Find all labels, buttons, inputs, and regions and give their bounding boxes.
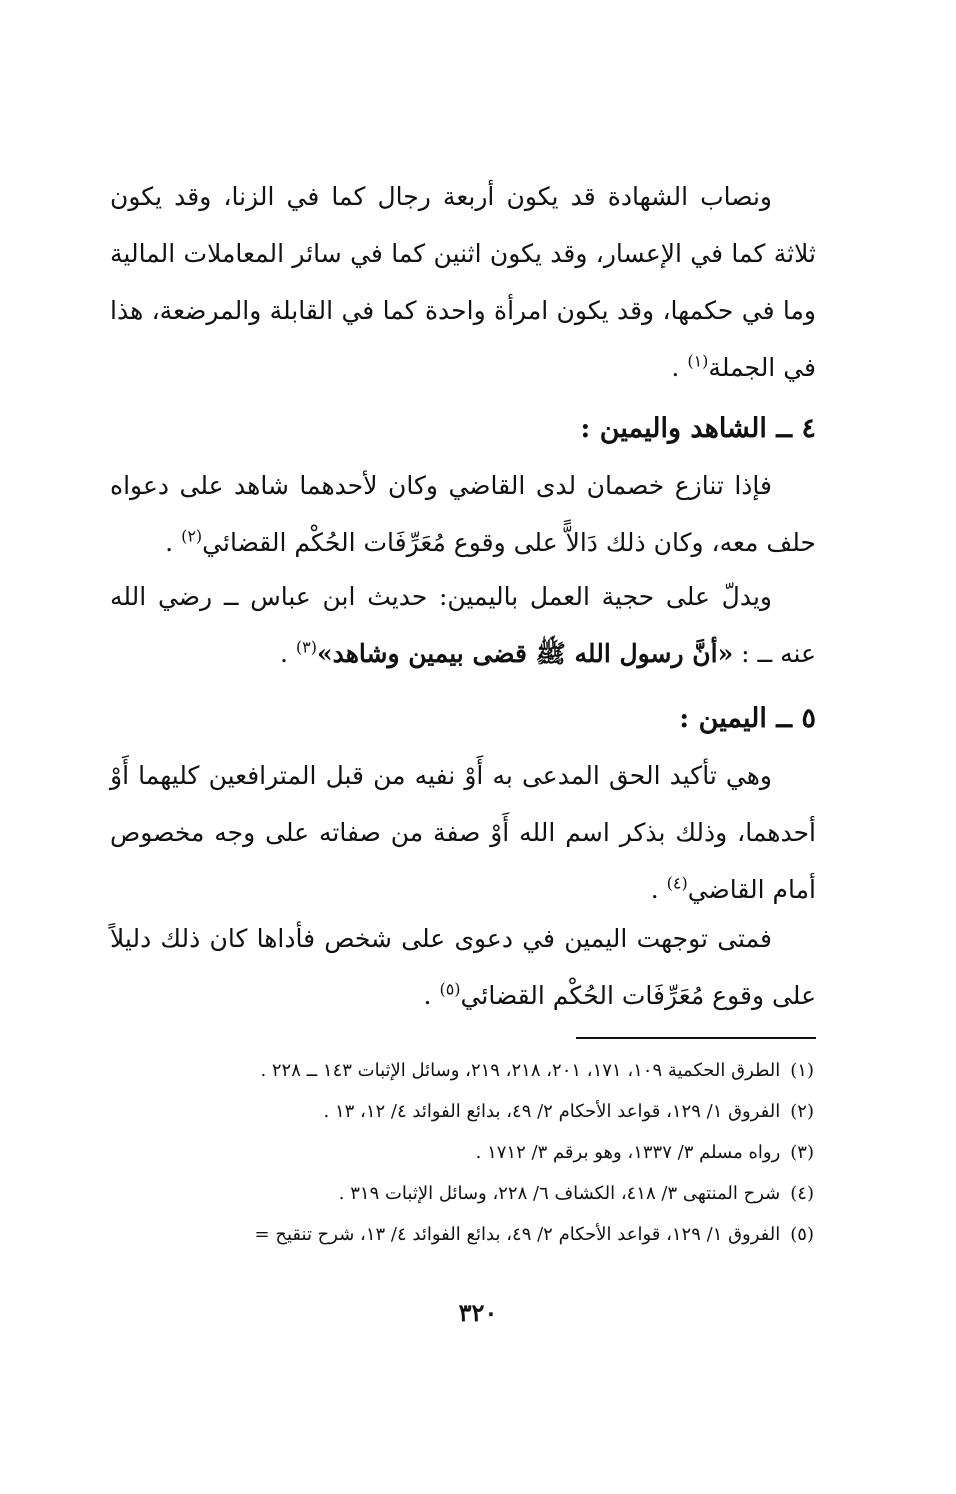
- paragraph-hadith: ويدلّ على حجية العمل باليمين: حديث ابن عباس ــ رضي الله عنه ــ : «أنَّ رسول الله ﷺ قضى بيمين وشاهد»$^{(٣)}$ .: [110, 582, 816, 668]
- footnote-number: (١): [790, 1060, 814, 1081]
- footnote-ref-4: (٤): [666, 873, 688, 893]
- section-5: [110, 690, 816, 918]
- footnote-3: [96, 1132, 814, 1173]
- footnote-ref-1: (١): [687, 351, 709, 371]
- footnote-text: الفروق ١/ ١٢٩، قواعد الأحكام ٢/ ٤٩، بدائع الفوائد ٤/ ١٢، ١٣ .: [323, 1101, 781, 1122]
- footnotes: [96, 1050, 814, 1255]
- footnote-divider: [576, 1037, 816, 1039]
- footnote-2: [96, 1091, 814, 1132]
- footnote-number: (٤): [790, 1183, 814, 1204]
- page-number: ٣٢٠: [458, 1298, 498, 1327]
- footnote-text: شرح المنتهى ٣/ ٤١٨، الكشاف ٦/ ٢٢٨، وسائل الإثبات ٣١٩ .: [338, 1183, 781, 1204]
- footnote-number: (٢): [790, 1101, 814, 1122]
- footnote-ref-3: (٣): [295, 637, 317, 657]
- footnote-ref-2: (٢): [181, 526, 203, 546]
- paragraph-oath-consequence: فمتى توجهت اليمين في دعوى على شخص فأداها كان ذلك دليلاً على وقوع مُعَرِّفَات الحُكْم القضائي$^{(٥)}$ .: [110, 924, 816, 1010]
- main-text: [110, 168, 816, 396]
- footnote-text: الفروق ١/ ١٢٩، قواعد الأحكام ٢/ ٤٩، بدائع الفوائد ٤/ ١٣، شرح تنقيح =: [254, 1224, 781, 1245]
- section-4: [110, 400, 816, 571]
- hadith-quote: «أنَّ رسول الله ﷺ قضى بيمين وشاهد»: [316, 639, 734, 668]
- paragraph-witness-quorum: ونصاب الشهادة قد يكون أربعة رجال كما في الزنا، وقد يكون ثلاثة كما في الإعسار، وقد يكون اثنين كما في سائر المعاملات المالية وما في حكمها، وقد يكون امرأة واحدة كما في القابلة والمرضعة، هذا في الجملة$^{(١)}$ .: [110, 182, 816, 382]
- footnote-number: (٣): [790, 1142, 814, 1163]
- paragraph-oath-definition: وهي تأكيد الحق المدعى به أَوْ نفيه من قبل المترافعين كليهما أَوْ أحدهما، وذلك بذكر اسم الله أَوْ صفة من صفاته على وجه مخصوص أمام القاضي$^{(٤)}$ .: [110, 761, 816, 904]
- footnote-number: (٥): [790, 1224, 814, 1245]
- oath-consequence-block: [110, 910, 816, 1024]
- footnote-text: رواه مسلم ٣/ ١٣٣٧، وهو برقم ٣/ ١٧١٢ .: [475, 1142, 781, 1163]
- footnote-ref-5: (٥): [439, 979, 461, 999]
- heading-witness-and-oath: ٤ ــ الشاهد واليمين :: [580, 413, 816, 444]
- footnote-4: [96, 1173, 814, 1214]
- footnote-text: الطرق الحكمية ١٠٩، ١٧١، ٢٠١، ٢١٨، ٢١٩، وسائل الإثبات ١٤٣ ــ ٢٢٨ .: [260, 1060, 781, 1081]
- hadith-paragraph-block: [110, 568, 816, 682]
- paragraph-witness-and-oath: فإذا تنازع خصمان لدى القاضي وكان لأحدهما شاهد على دعواه حلف معه، وكان ذلك دَالاًّ على وقوع مُعَرِّفَات الحُكْم القضائي$^{(٢)}$ .: [110, 471, 816, 557]
- footnote-1: [96, 1050, 814, 1091]
- heading-oath: ٥ ــ اليمين :: [679, 703, 816, 734]
- footnote-5: [96, 1214, 814, 1255]
